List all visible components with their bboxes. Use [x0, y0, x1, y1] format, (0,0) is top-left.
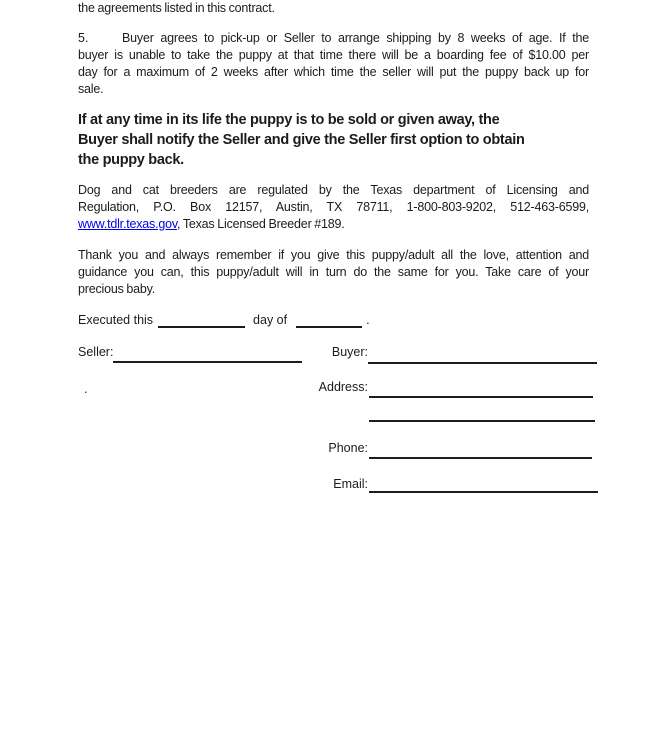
tdlr-link[interactable]: www.tdlr.texas.gov: [78, 217, 177, 231]
regulation-line: Regulation, P.O. Box 12157, Austin, TX 78711, 1-800-803-9202, 512-463-6599,: [78, 200, 589, 214]
buyback-notice-heading: [78, 110, 525, 170]
thanks-line: Thank you and always remember if you give this puppy/adult all the love, attention and: [78, 248, 589, 262]
heading-line: Buyer shall notify the Seller and give the Seller first option to obtain: [78, 132, 525, 148]
seller-signature-line: [113, 361, 302, 363]
phone-line: [369, 457, 592, 459]
heading-line: the puppy back.: [78, 152, 184, 168]
clause5-line: day for a maximum of 2 weeks after which time the seller will put the puppy back up for: [78, 65, 589, 79]
thanks-line: precious baby.: [78, 282, 156, 296]
heading-line: If at any time in its life the puppy is to be sold or given away, the: [78, 112, 500, 128]
regulation-line: [78, 216, 589, 233]
phone-label: Phone:: [328, 441, 368, 455]
buyer-label: Buyer:: [331, 345, 368, 359]
executed-day-blank: [158, 314, 245, 328]
address-line-2: [369, 420, 595, 422]
seller-label: Seller:: [78, 345, 114, 359]
clause5-line: buyer is unable to take the puppy at that time there will be a boarding fee of $10.00 per: [78, 48, 589, 62]
paragraph-continued: the agreements listed in this contract.: [78, 1, 275, 15]
executed-month-blank: [296, 314, 362, 328]
paragraph-thanks: [78, 247, 589, 298]
regulation-line-rest: , Texas Licensed Breeder #189.: [177, 217, 345, 231]
stray-mark: .: [84, 381, 88, 396]
address-line-1: [369, 396, 593, 398]
email-line: [369, 491, 598, 493]
clause5-line: sale.: [78, 82, 104, 96]
paragraph-clause-5: [78, 30, 589, 98]
address-label: Address:: [318, 380, 368, 394]
executed-terminator: .: [366, 313, 370, 327]
executed-connector: day of: [253, 313, 288, 327]
clause5-number: 5.: [78, 31, 89, 45]
paragraph-regulation: [78, 182, 589, 233]
regulation-line: Dog and cat breeders are regulated by the Texas department of Licensing and: [78, 183, 589, 197]
executed-prefix: Executed this: [78, 313, 154, 327]
executed-date-row: [78, 312, 370, 329]
clause5-line: 5. Buyer agrees to pick-up or Seller to arrange shipping by 8 weeks of age. If the: [78, 31, 589, 45]
thanks-line: guidance you can, this puppy/adult will in turn do the same for you. Take care of your: [78, 265, 589, 279]
email-label: Email:: [333, 477, 368, 491]
buyer-signature-line: [368, 362, 597, 364]
